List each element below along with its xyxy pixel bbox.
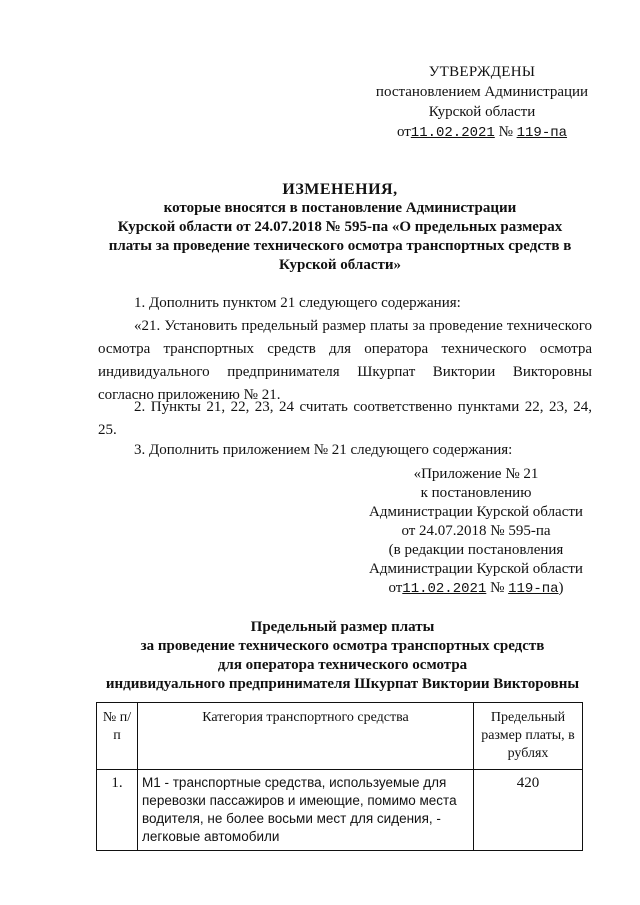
- limit-title-line-2: за проведение технического осмотра транспортных средств: [140, 638, 545, 654]
- approval-title: УТВЕРЖДЕНЫ: [428, 64, 536, 80]
- paragraph-3: 2. Пункты 21, 22, 23, 24 считать соответственно пунктами 22, 23, 24, 25.: [98, 399, 592, 438]
- fee-table: [96, 702, 583, 851]
- approval-line-2: Курской области: [428, 104, 536, 120]
- appendix-line-4: от 24.07.2018 № 595-па: [401, 523, 551, 539]
- appendix-date: 11.02.2021: [402, 581, 487, 597]
- row-num: 1.: [97, 770, 138, 851]
- limit-title-line-1: Предельный размер платы: [250, 619, 435, 635]
- appendix-date-line: [356, 579, 596, 599]
- approval-num-prefix: №: [498, 124, 513, 140]
- approval-date-line: [372, 122, 592, 143]
- appendix-line-1: «Приложение № 21: [413, 466, 539, 482]
- appendix-line-5: (в редакции постановления: [388, 542, 564, 558]
- paragraph-1: 1. Дополнить пунктом 21 следующего содержания:: [134, 295, 461, 311]
- appendix-number: 119-па: [508, 581, 559, 597]
- limit-title-line-4: индивидуального предпринимателя Шкурпат Виктории Викторовны: [105, 676, 580, 692]
- heading-line-4: Курской области»: [278, 257, 402, 273]
- paragraph-2: «21. Установить предельный размер платы за проведение технического осмотра транспортных средств для оператора технического осмотра индивидуального предпринимателя Шкурпат Виктории Викторовны согласно приложению № 21.: [98, 318, 592, 403]
- limit-title-line-3: для оператора технического осмотра: [217, 657, 468, 673]
- limit-title: [90, 618, 595, 694]
- appendix-num-prefix: №: [490, 580, 505, 596]
- appendix-date-prefix: от: [388, 580, 403, 596]
- approval-number: 119-па: [516, 125, 568, 141]
- row-category: M1 - транспортные средства, используемые для перевозки пассажиров и имеющие, помимо места водителя, не более восьми мест для сидения, - легковые автомобили: [138, 770, 474, 851]
- appendix-line-2: к постановлению: [420, 485, 532, 501]
- approval-date: 11.02.2021: [410, 125, 495, 141]
- approval-block: [372, 62, 592, 143]
- appendix-block: [356, 465, 596, 599]
- header-num: № п/п: [97, 703, 138, 770]
- heading-title: ИЗМЕНЕНИЯ,: [282, 181, 398, 198]
- approval-line-1: постановлением Администрации: [375, 84, 589, 100]
- changes-heading: [90, 180, 590, 275]
- header-category: Категория транспортного средства: [138, 703, 474, 770]
- heading-line-3: платы за проведение технического осмотра транспортных средств в: [108, 238, 572, 254]
- row-price: 420: [474, 770, 583, 851]
- appendix-line-3: Администрации Курской области: [369, 504, 583, 520]
- heading-line-1: которые вносятся в постановление Администрации: [163, 200, 517, 216]
- appendix-line-6: Администрации Курской области: [369, 561, 583, 577]
- appendix-close: ): [558, 580, 564, 596]
- table-row: [97, 770, 583, 851]
- approval-date-prefix: от: [396, 124, 411, 140]
- heading-line-2: Курской области от 24.07.2018 № 595-па «О предельных размерах: [117, 219, 563, 235]
- paragraph-4: 3. Дополнить приложением № 21 следующего содержания:: [134, 442, 513, 458]
- header-price: Предельный размер платы, в рублях: [474, 703, 583, 770]
- table-header-row: [97, 703, 583, 770]
